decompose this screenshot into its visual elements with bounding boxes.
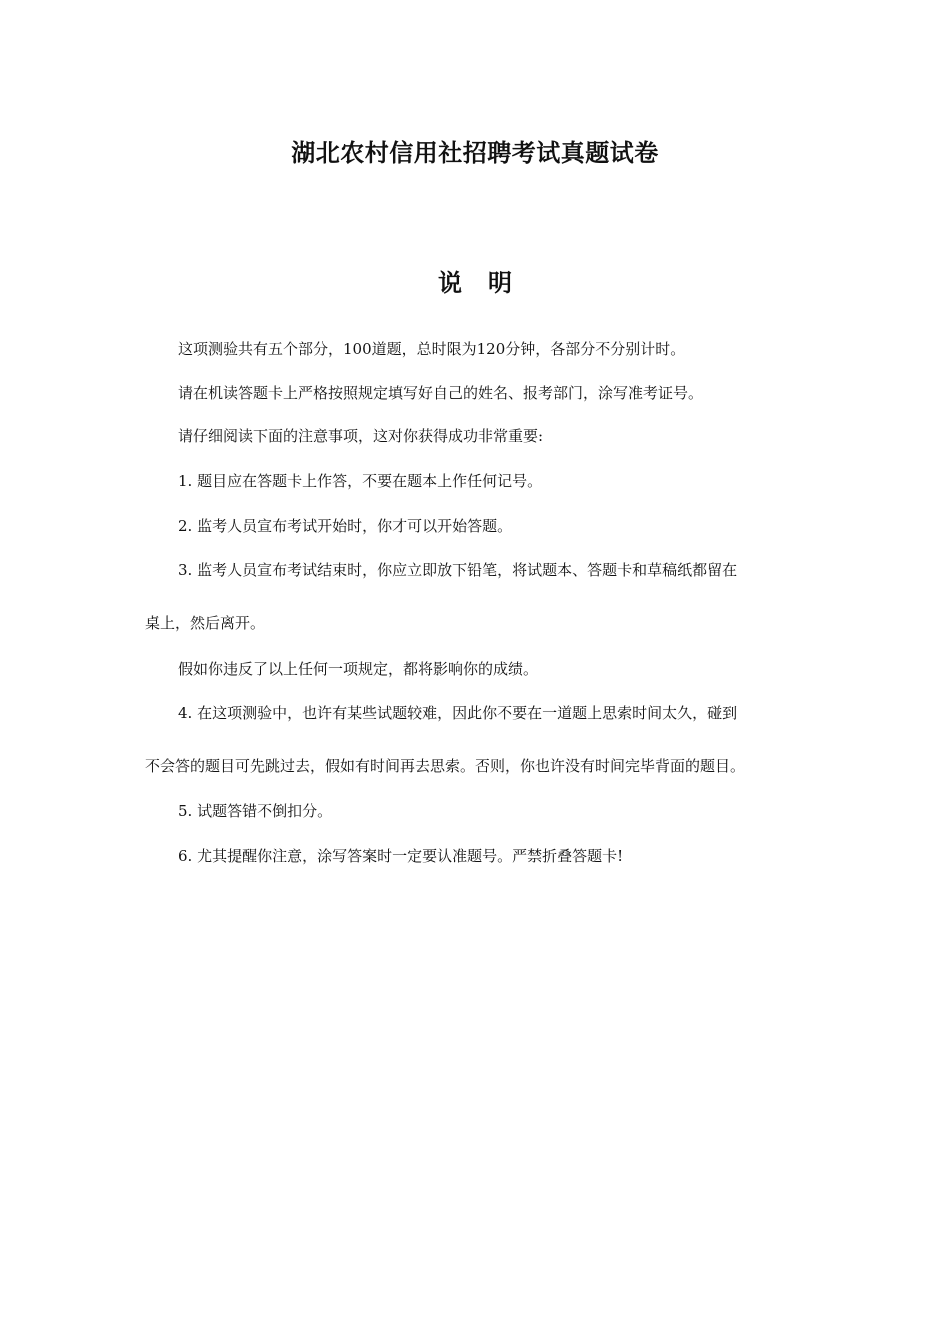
instruction-line: 请在机读答题卡上严格按照规定填写好自己的姓名、报考部门，涂写准考证号。 bbox=[178, 384, 704, 402]
rule-item-5: 5. 试题答错不倒扣分。 bbox=[178, 802, 333, 820]
instruction-line: 这项测验共有五个部分，100道题，总时限为120分钟，各部分不分别计时。 bbox=[178, 340, 686, 358]
rule-item-3: 3. 监考人员宣布考试结束时，你应立即放下铅笔，将试题本、答题卡和草稿纸都留在 bbox=[178, 561, 738, 579]
instruction-line: 假如你违反了以上任何一项规定，都将影响你的成绩。 bbox=[178, 660, 539, 678]
rule-item-4-continued: 不会答的题目可先跳过去，假如有时间再去思索。否则，你也许没有时间完毕背面的题目。 bbox=[145, 757, 746, 775]
rule-item-2: 2. 监考人员宣布考试开始时，你才可以开始答题。 bbox=[178, 517, 513, 535]
section-heading: 说明 bbox=[438, 269, 538, 297]
instruction-line: 请仔细阅读下面的注意事项，这对你获得成功非常重要: bbox=[178, 427, 544, 445]
document-title: 湖北农村信用社招聘考试真题试卷 bbox=[291, 139, 659, 167]
rule-item-4: 4. 在这项测验中，也许有某些试题较难，因此你不要在一道题上思索时间太久，碰到 bbox=[178, 704, 738, 722]
rule-item-6: 6. 尤其提醒你注意，涂写答案时一定要认准题号。严禁折叠答题卡! bbox=[178, 847, 624, 865]
rule-item-3-continued: 桌上，然后离开。 bbox=[145, 614, 266, 632]
rule-item-1: 1. 题目应在答题卡上作答，不要在题本上作任何记号。 bbox=[178, 472, 543, 490]
